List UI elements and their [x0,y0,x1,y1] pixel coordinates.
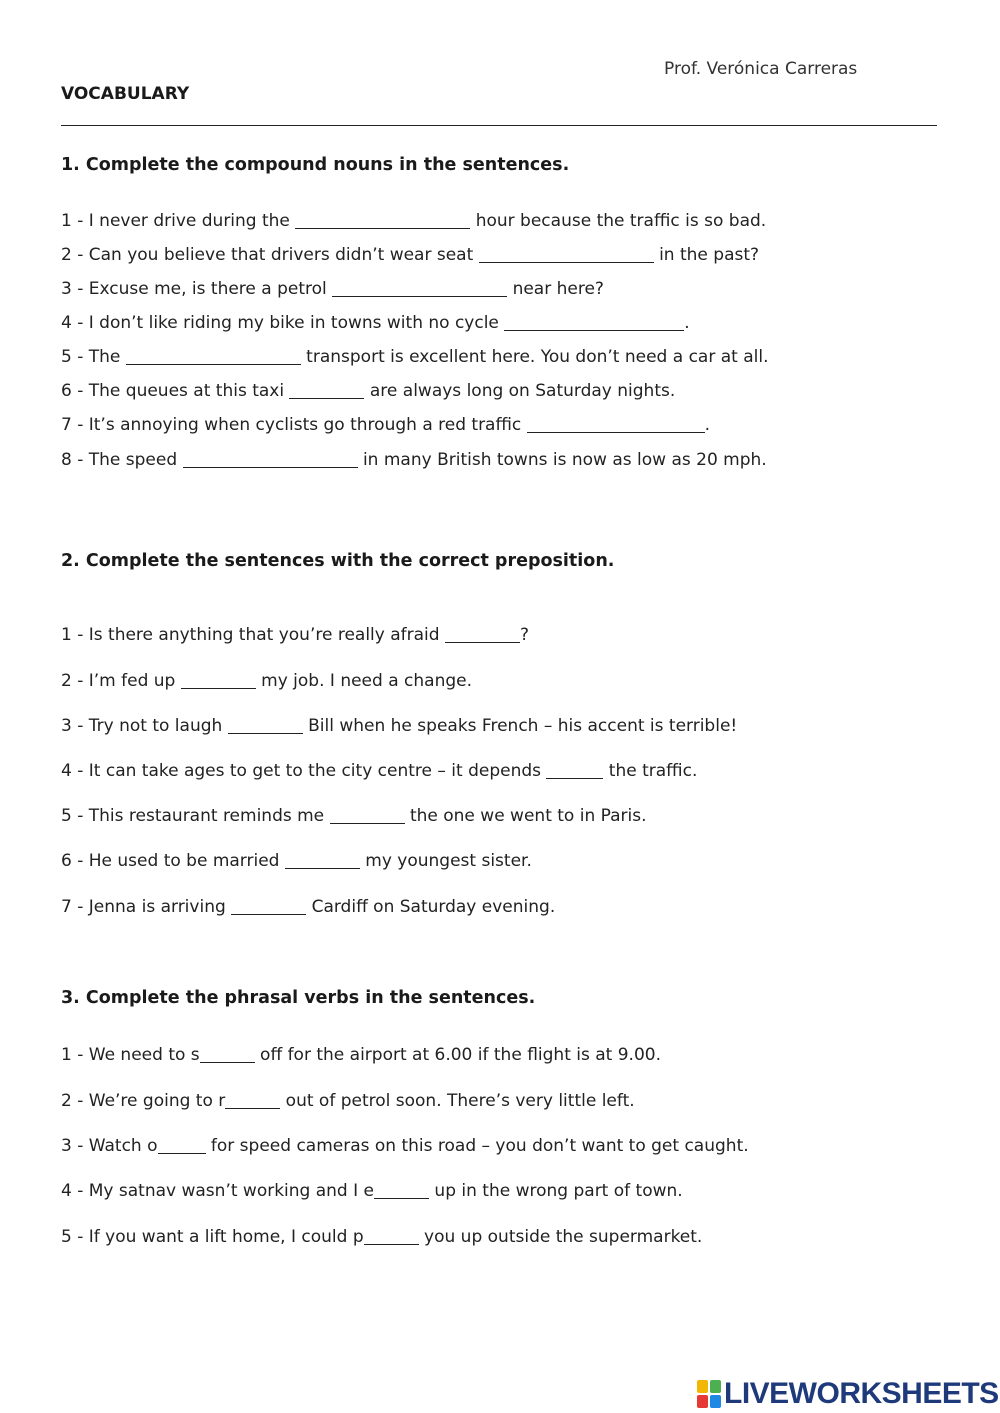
answer-blank[interactable] [504,313,684,331]
answer-blank[interactable] [364,1227,419,1245]
section-3-heading: 3. Complete the phrasal verbs in the sentences. [61,988,536,1008]
exercise-line: 6 - The queues at this taxi are always long on Saturday nights. [61,381,676,401]
exercise-line: 2 - I’m fed up my job. I need a change. [61,671,472,691]
logo-text: LIVEWORKSHEETS [724,1377,999,1410]
exercise-line: 2 - We’re going to r out of petrol soon. There’s very little left. [61,1091,635,1111]
exercise-line: 8 - The speed in many British towns is now as low as 20 mph. [61,450,767,470]
answer-blank[interactable] [225,1091,280,1109]
answer-blank[interactable] [289,381,364,399]
exercise-line: 3 - Excuse me, is there a petrol near here? [61,279,604,299]
exercise-line: 5 - The transport is excellent here. You don’t need a car at all. [61,347,769,367]
answer-blank[interactable] [181,671,256,689]
answer-blank[interactable] [295,211,470,229]
answer-blank[interactable] [332,279,507,297]
exercise-line: 6 - He used to be married my youngest sister. [61,851,532,871]
answer-blank[interactable] [231,897,306,915]
section-1-heading: 1. Complete the compound nouns in the sentences. [61,155,570,175]
exercise-line: 7 - It’s annoying when cyclists go through a red traffic . [61,415,711,435]
exercise-line: 4 - It can take ages to get to the city centre – it depends the traffic. [61,761,698,781]
exercise-line: 3 - Watch o for speed cameras on this road – you don’t want to get caught. [61,1136,749,1156]
exercise-line: 1 - I never drive during the hour because the traffic is so bad. [61,211,767,231]
answer-blank[interactable] [285,851,360,869]
exercise-line: 4 - My satnav wasn’t working and I e up in the wrong part of town. [61,1181,683,1201]
exercise-line: 3 - Try not to laugh Bill when he speaks French – his accent is terrible! [61,716,738,736]
exercise-line: 4 - I don’t like riding my bike in towns with no cycle . [61,313,690,333]
author-name: Prof. Verónica Carreras [664,59,858,79]
page-title: VOCABULARY [61,84,190,104]
answer-blank[interactable] [330,806,405,824]
exercise-line: 5 - This restaurant reminds me the one we went to in Paris. [61,806,647,826]
exercise-line: 1 - We need to s off for the airport at 6.00 if the flight is at 9.00. [61,1045,661,1065]
exercise-line: 5 - If you want a lift home, I could p you up outside the supermarket. [61,1227,703,1247]
exercise-line: 1 - Is there anything that you’re really afraid ? [61,625,530,645]
exercise-line: 2 - Can you believe that drivers didn’t wear seat in the past? [61,245,760,265]
answer-blank[interactable] [374,1181,429,1199]
answer-blank[interactable] [126,347,301,365]
answer-blank[interactable] [228,716,303,734]
title-divider [61,125,937,126]
liveworksheets-logo[interactable] [697,1378,999,1410]
answer-blank[interactable] [546,761,603,779]
exercise-line: 7 - Jenna is arriving Cardiff on Saturday evening. [61,897,556,917]
answer-blank[interactable] [200,1045,255,1063]
section-2-heading: 2. Complete the sentences with the correct preposition. [61,551,615,571]
answer-blank[interactable] [479,245,654,263]
answer-blank[interactable] [527,415,705,433]
answer-blank[interactable] [183,450,358,468]
answer-blank[interactable] [445,625,520,643]
liveworksheets-logo-icon [697,1380,721,1408]
answer-blank[interactable] [158,1136,206,1154]
